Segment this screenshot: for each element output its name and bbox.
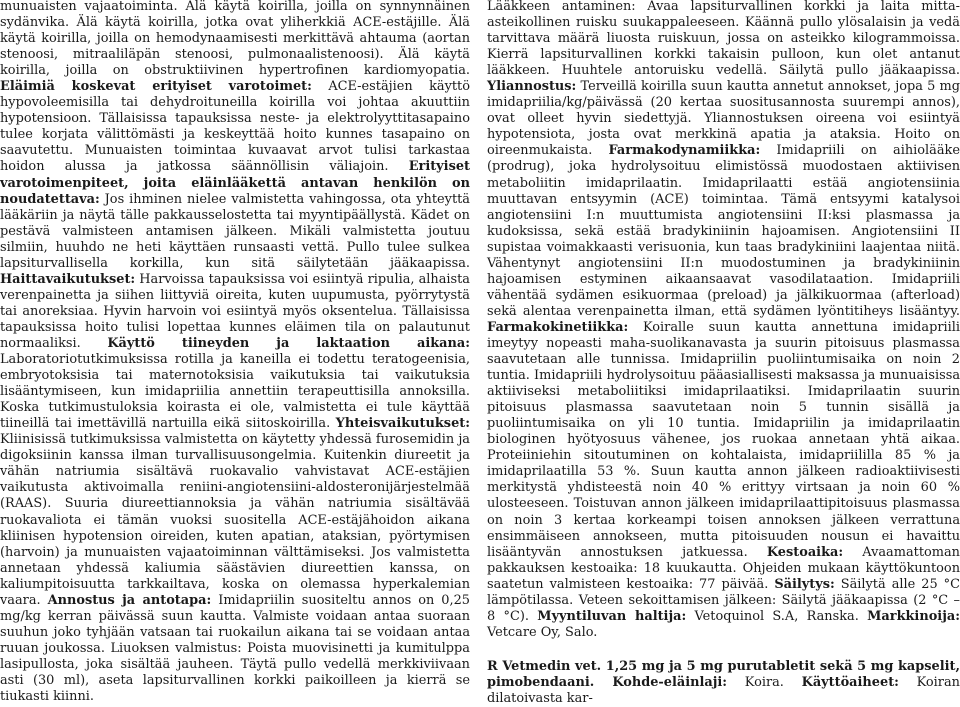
product-heading: R Vetmedin vet. 1,25 mg ja 5 mg purutabletit sekä 5 mg kapselit, pimobendaani. Kohde-eläinlaji: — [487, 658, 960, 690]
section-heading: Eläimiä koskevat erityiset varotoimet: — [0, 79, 312, 95]
text-run: Koiran dilatoivasta kar- — [487, 674, 960, 706]
section-heading: Farmakodynamiikka: — [608, 143, 761, 159]
section-heading: Erityiset varotoimenpiteet, joita eläinlääkettä antavan henkilön on noudatettava: — [0, 159, 470, 207]
text-run: Harvoissa tapauksissa voi esiintyä ripulia, alhaista verenpainetta ja siihen liittyviä oireita, kuten uupumusta, pyörrytystä tai anoreksiaa. Hyvin harvoin voi esiintyä myös oksentelua. Tällaisissa tapauksissa hoito tulisi lopettaa kunnes eläimen tila on palautunut normaaliksi. — [0, 271, 470, 351]
section-heading: Käyttöaiheet: — [801, 674, 899, 690]
section-heading: Markkinoija: — [867, 608, 960, 624]
section-heading: Käyttö tiineyden ja laktaation aikana: — [107, 335, 470, 351]
text-run: Avaamattoman pakkauksen kestoaika: 18 kuukautta. Ohjeiden mukaan käyttökuntoon saatetun valmisteen kestoaika: 77 päivää. — [487, 544, 960, 592]
section-heading: Myyntiluvan haltija: — [537, 608, 687, 624]
text-run: Vetoquinol S.A, Ranska. — [694, 608, 859, 624]
text-run: Koiralle suun kautta annettuna imidapriili imeytyy nopeasti maha-suolikanavasta ja suurin pitoisuus plasmassa saavutetaan alle tunnissa. Imidapriilin puoliintumisaika on noin 2 tuntia. Imidapriili hydrolysoituu pääasiallisesti maksassa ja munuaisissa aktiiviseksi metaboliitiksi imidaprilaatiksi. Imidaprilaatin suurin pitoisuus plasmassa saavutetaan noin 5 tunnin sisällä ja puoliintumisaika on yli 10 tuntia. Imidapriilin ja imidaprilaatin biologinen hyötyosuus vähenee, jos ruokaa annetaan yhtä aikaa. Proteiiniehin sitoutuminen on kohtalaista, imidapriililla 85 % ja imidaprilaatilla 53 %. Suun kautta annon jälkeen radioaktiivisesti merkitystä yhdisteestä noin 40 % erittyy virtsaan ja noin 60 % ulosteeseen. Toistuvan annon jälkeen imidaprilaattipitoisuus plasmassa on noin 3 kertaa korkeampi toisen annoksen jälkeen verrattuna ensimmäiseen annokseen, mutta pitoisuuden nousun ei havaittu lisääntyvän annostuksen jatkuessa. — [487, 319, 960, 560]
text-run: Kliinisissä tutkimuksissa valmistetta on käytetty yhdessä furosemidin ja digoksiinin kanssa ilman turvallisuusongelmia. Kuitenkin diureetit ja vähän natriumia sisältävä ruokavalio vahvistavat ACE-estäjien vaikutusta aktivoimalla reniini-angiotensiini-aldosteronijärjestelmää (RAAS). Suuria diureettiannoksia ja vähän natriumia sisältävää ruokavaliota ei tämän vuoksi suositella ACE-estäjähoidon aikana kliinisen hypotension oireiden, kuten apatian, ataksian, pyörtymisen (harvoin) ja munuaisten vajaatoiminnan välttämiseksi. Jos valmistetta annetaan yhdessä kaliumia säästävien diureettien kanssa, on kaliumpitoisuutta tarkkailtava, koska on olemassa hyperkalemian vaara. — [0, 432, 470, 608]
text-run: Jos ihminen nielee valmistetta vahingossa, ota yhteyttä lääkäriin ja näytä tälle pakkausselostetta tai myyntipäällystä. Kädet on pestävä valmisteen antamisen jälkeen. Mikäli valmistetta joutuu silmiin, huuhdo ne heti käyttäen runsaasti vettä. Pullo tulee sulkea lapsiturvallisella korkilla, kun sitä säilytetään jääkaapissa. — [0, 191, 470, 271]
text-run: Terveillä koirilla suun kautta annetut annokset, jopa 5 mg imidapriilia/kg/päivässä (20 kertaa suositusannosta suurempi annos), ovat olleet hyvin siedettyjä. Yliannostuksen oireena voi esiintyä hypotensiota, josta ovat merkkinä apatia ja ataksia. Hoito on oireenmukaista. — [487, 79, 960, 159]
section-heading: Kestoaika: — [766, 544, 844, 560]
left-paragraph — [0, 0, 470, 705]
section-heading: Säilytys: — [774, 576, 835, 592]
paragraph-spacer — [487, 641, 960, 659]
text-run: Koira. — [744, 674, 784, 690]
text-run: Vetcare Oy, Salo. — [487, 624, 598, 640]
right-column — [487, 0, 960, 707]
left-column — [0, 0, 470, 705]
section-heading: Annostus ja antotapa: — [47, 592, 212, 608]
text-run: ACE-estäjien käyttö hypovoleemisilla tai dehydroituneilla koirilla voi johtaa akuuttiin hypotensioon. Tällaisissa tapauksissa neste- ja elektrolyyttitasapaino tulee korjata välittömästi ja keskeyttää hoito kunnes tasapaino on saavutettu. Munuaisten toimintaa kuvaavat arvot tulisi tarkastaa hoidon alussa ja jatkossa säännöllisin väliajoin. — [0, 79, 471, 175]
text-run: Imidapriili on aihiolääke (prodrug), joka hydrolysoituu elimistössä muodostaen aktiivisen metaboliitin imidaprilaatin. Imidaprilaatti estää angiotensiinia muuttavan entsyymin (ACE) toimintaa. Tämä entsyymi katalysoi angiotensiini I:n muuttumista angiotensiini II:ksi plasmassa ja kudoksissa, sekä estää bradykiniinin hajoamisen. Angiotensiini II supistaa voimakkaasti verisuonia, kun taas bradykiniini laajentaa niitä. Vähentynyt angiotensiini II:n muodostuminen ja bradykiniinin hajoamisen estyminen aikaansaavat vasodilataation. Imidapriili vähentää sydämen esikuormaa (preload) ja jälkikuormaa (afterload) sekä alentaa verenpainetta ilman, että sydämen lyöntitiheys lisääntyy. — [487, 143, 960, 319]
text-run: Lääkkeen antaminen: Avaa lapsiturvallinen korkki ja laita mitta-asteikollinen ruisku suukappaleeseen. Käännä pullo ylösalaisin ja vedä tarvittava määrä liuosta ruiskuun, jossa on asteikko kilogrammoissa. Kierrä lapsiturvallinen korkki takaisin pulloon, kun olet antanut lääkkeen. Huuhtele antoruisku vedellä. Säilytä pullo jääkaapissa. — [487, 0, 960, 79]
section-heading: Yliannostus: — [487, 79, 577, 95]
text-run: Säilytä alle 25 °C lämpötilassa. Veteen sekoittamisen jälkeen: Säilytä jääkaapissa (2 °C – 8 °C). — [487, 576, 960, 624]
right-paragraph-product — [487, 659, 960, 707]
section-heading: Yhteisvaikutukset: — [335, 416, 470, 432]
right-paragraph — [487, 0, 960, 641]
section-heading: Haittavaikutukset: — [0, 271, 136, 287]
text-run: munuaisten vajaatoiminta. Älä käytä koirilla, joilla on synnynnäinen sydänvika. Älä käytä koirilla, jotka ovat yliherkkiä ACE-estäjille. Älä käytä koirilla, joilla on hemodynaamisesti merkittävä ahtauma (aortan stenoosi, mitraaliläpän stenoosi, pulmonaalistenoosi). Älä käytä koirilla, joilla on obstruktiivinen hypertrofinen kardiomyopatia. — [0, 0, 470, 79]
text-run: Laboratoriotutkimuksissa rotilla ja kaneilla ei todettu teratogeenisia, embryotoksisia tai maternotoksisia vaikutuksia tai vaikutuksia lisääntymiseen, kun imidapriilia annettiin terapeuttisilla annoksilla. Koska tutkimustuloksia koirasta ei ole, valmistetta ei tule käyttää tiineillä tai imettävillä nartuilla eikä siitoskoirilla. — [0, 352, 470, 432]
section-heading: Farmakokinetiikka: — [487, 319, 629, 335]
text-run: Imidapriilin suositeltu annos on 0,25 mg/kg kerran päivässä suun kautta. Valmiste voidaan antaa suoraan suuhun joko tyhjään vatsaan tai ruokailun aikana tai se voidaan antaa ruuan joukossa. Liuoksen valmistus: Poista muovisinetti ja kumitulppa lasipullosta, joka sisältää jauheen. Täytä pullo vedellä merkkiviivaan asti (30 ml), aseta lapsiturvallinen korkki paikoilleen ja kierrä se tiukasti kiinni. — [0, 592, 470, 705]
